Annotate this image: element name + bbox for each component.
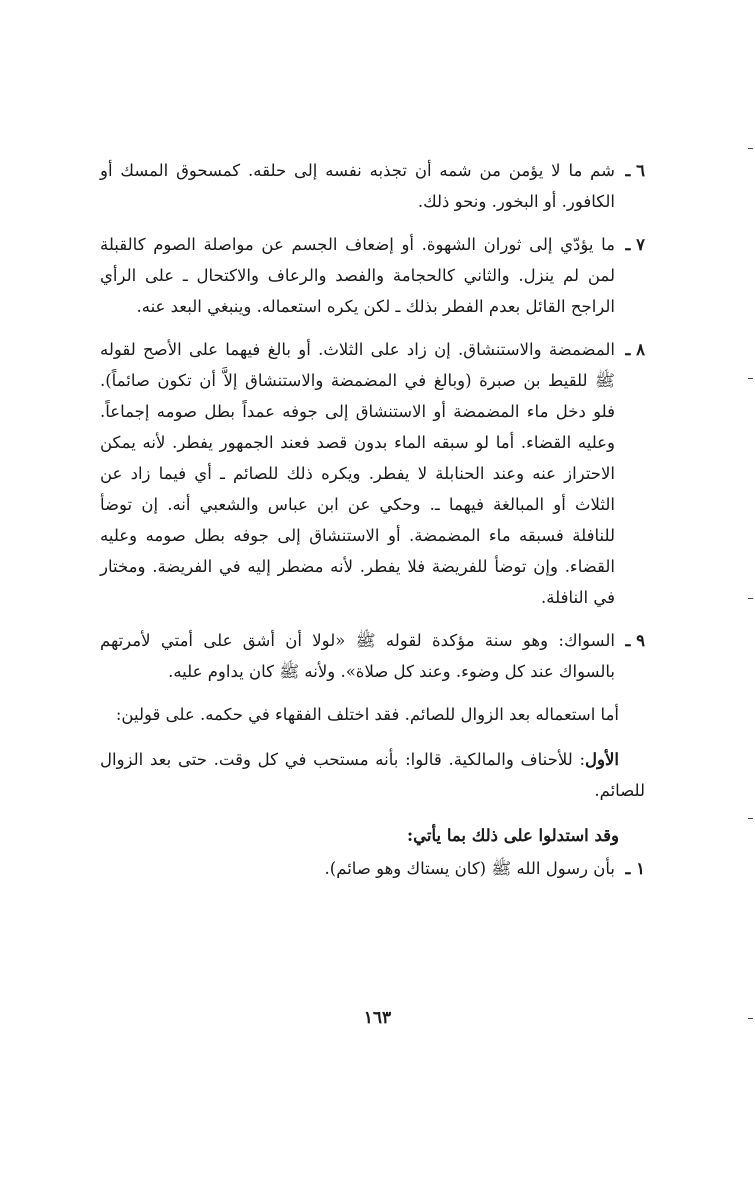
usage-paragraph: أما استعماله بعد الزوال للصائم. فقد اختلف الفقهاء في حكمه. على قولين: — [115, 705, 619, 724]
item-text: شم ما لا يؤمن من شمه أن تجذبه نفسه إلى حلقه. كمسحوق المسك أو الكافور. أو البخور. ونحو ذلك. — [100, 161, 615, 211]
item-text: المضمضة والاستنشاق. إن زاد على الثلاث. أو بالغ فيهما على الأصح لقوله ﷺ للقيط بن صبرة (وبالغ في المضمضة والاستنشاق إلاَّ أن تكون صائماً). فلو دخل ماء المضمضة أو الاستنشاق إلى جوفه عمداً بطل صومه إجماعاً. وعليه القضاء. أما لو سبقه الماء بدون قصد فعند الجمهور يفطر. لأنه يمكن الاحتراز عنه وعند الحنابلة لا يفطر. ويكره ذلك للصائم ـ أي فيما زاد عن الثلاث أو المبالغة فيهما ـ. وحكي عن ابن عباس والشعبي أنه. إن توضأ للنافلة فسبقه ماء المضمضة. أو الاستنشاق إلى جوفه بطل صومه وعليه القضاء. وإن توضأ للفريضة فلا يفطر. لأنه مضطر إليه في الفريضة. ومختار في النافلة. — [100, 340, 615, 607]
evidence-heading: وقد استدلوا على ذلك بما يأتي: — [407, 826, 619, 845]
scan-edge-mark — [748, 378, 753, 379]
scan-edge-mark — [748, 148, 753, 149]
list-item — [100, 229, 645, 322]
item-number: ٦ ـ — [625, 161, 645, 180]
first-opinion-lead: الأول — [585, 750, 619, 769]
page-number: ١٦٣ — [363, 1008, 392, 1028]
list-item — [100, 155, 645, 217]
list-item — [100, 334, 645, 613]
scan-edge-mark — [748, 818, 753, 819]
first-opinion-text: : للأحناف والمالكية. قالوا: بأنه مستحب في كل وقت. حتى بعد الزوال للصائم. — [100, 750, 645, 800]
item-number: ٩ ـ — [625, 631, 645, 650]
item-number: ١ ـ — [625, 859, 645, 878]
item-number: ٧ ـ — [625, 235, 645, 254]
item-text: بأن رسول الله ﷺ (كان يستاك وهو صائم). — [324, 859, 615, 878]
item-text: ما يؤدّي إلى ثوران الشهوة. أو إضعاف الجسم عن مواصلة الصوم كالقبلة لمن لم ينزل. والثاني كالحجامة والفصد والرعاف والاكتحال ـ على الرأي الراجح القائل بعدم الفطر بذلك ـ لكن يكره استعماله. وينبغي البعد عنه. — [100, 235, 615, 316]
scan-edge-mark — [748, 598, 753, 599]
list-item — [100, 853, 645, 884]
first-opinion-paragraph — [100, 744, 645, 806]
scan-edge-mark — [748, 1018, 753, 1019]
item-text: السواك: وهو سنة مؤكدة لقوله ﷺ «لولا أن أشق على أمتي لأمرتهم بالسواك عند كل وضوء. وعند كل صلاة». ولأنه ﷺ كان يداوم عليه. — [100, 631, 615, 681]
page-body — [100, 155, 645, 896]
list-item — [100, 625, 645, 687]
item-number: ٨ ـ — [625, 340, 645, 359]
